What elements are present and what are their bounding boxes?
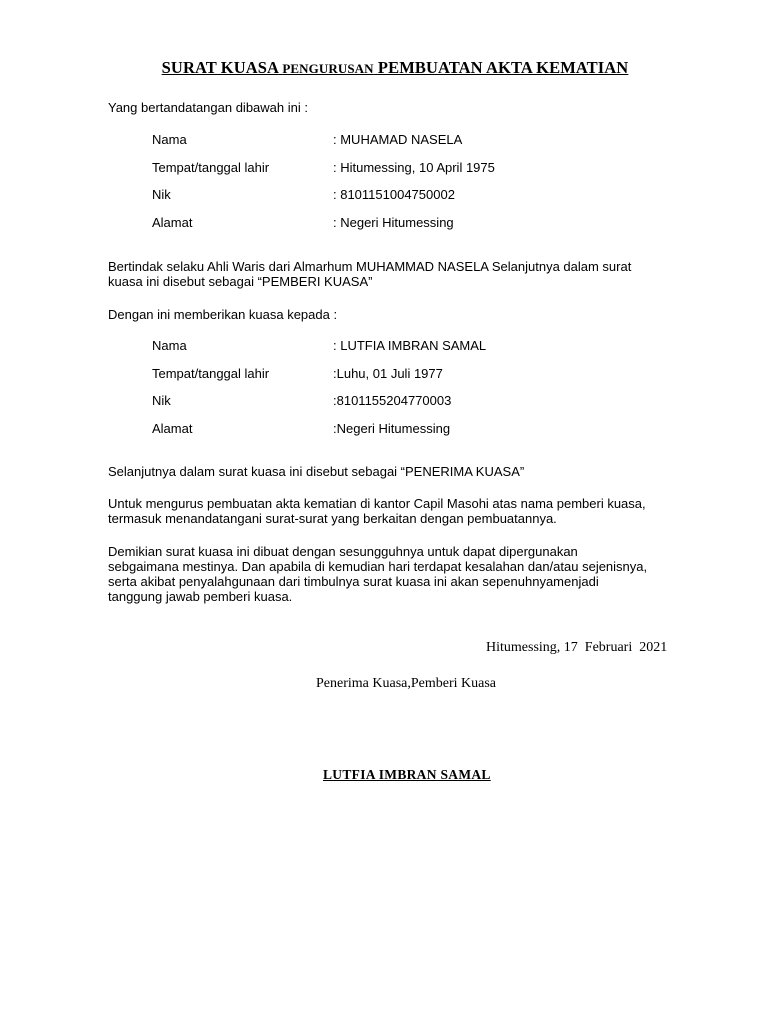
grantee-nik-label: Nik	[152, 393, 171, 408]
grantee-birth-label: Tempat/tanggal lahir	[152, 366, 270, 381]
receiver-paragraph: Selanjutnya dalam surat kuasa ini disebut sebagai “PENERIMA KUASA”	[108, 464, 525, 479]
closing-line-3: serta akibat penyalahgunaan dari timbulnya surat kuasa ini akan sepenuhnyamenjadi	[108, 574, 599, 589]
grantor-row-birth	[152, 160, 692, 176]
date-place-line: Hitumessing, 17 Februari 2021	[486, 640, 668, 655]
intro-text: Yang bertandatangan dibawah ini :	[108, 100, 308, 115]
grantor-row-address	[152, 215, 692, 231]
closing-line-1: Demikian surat kuasa ini dibuat dengan sesungguhnya untuk dapat dipergunakan	[108, 544, 578, 559]
grantee-row-name	[152, 338, 692, 354]
grantor-birth-value: : Hitumessing, 10 April 1975	[333, 160, 495, 175]
signer-name: LUTFIA IMBRAN SAMAL	[323, 767, 491, 782]
grantor-address-value: : Negeri Hitumessing	[333, 215, 454, 230]
grantee-row-birth	[152, 366, 692, 382]
title-part-2: PENGURUSAN	[282, 61, 374, 76]
grantee-nik-value: :8101155204770003	[333, 393, 452, 408]
grantor-nik-value: : 8101151004750002	[333, 187, 455, 202]
signatory-roles: Penerima Kuasa,Pemberi Kuasa	[316, 676, 496, 691]
grantee-name-label: Nama	[152, 338, 187, 353]
grantor-name-label: Nama	[152, 132, 187, 147]
grantor-address-label: Alamat	[152, 215, 193, 230]
grantee-address-label: Alamat	[152, 421, 193, 436]
grantee-row-nik	[152, 393, 692, 409]
purpose-paragraph	[108, 496, 684, 526]
grantor-row-name	[152, 132, 692, 148]
title-part-1: SURAT KUASA	[161, 58, 279, 77]
closing-line-2: sebgaimana mestinya. Dan apabila di kemudian hari terdapat kesalahan dan/atau sejenisnya,	[108, 559, 648, 574]
heir-line-2: kuasa ini disebut sebagai “PEMBERI KUASA”	[108, 274, 373, 289]
heir-line-1: Bertindak selaku Ahli Waris dari Almarhum MUHAMMAD NASELA Selanjutnya dalam surat	[108, 259, 632, 274]
grantor-birth-label: Tempat/tanggal lahir	[152, 160, 270, 175]
grantor-row-nik	[152, 187, 692, 203]
purpose-line-1: Untuk mengurus pembuatan akta kematian di kantor Capil Masohi atas nama pemberi kuasa,	[108, 496, 646, 511]
closing-line-4: tanggung jawab pemberi kuasa.	[108, 589, 293, 604]
document-title	[0, 58, 768, 78]
grant-intro-text: Dengan ini memberikan kuasa kepada :	[108, 307, 338, 322]
grantee-address-value: :Negeri Hitumessing	[333, 421, 451, 436]
grantee-name-value: : LUTFIA IMBRAN SAMAL	[333, 338, 487, 353]
closing-paragraph	[108, 544, 684, 604]
grantee-birth-value: :Luhu, 01 Juli 1977	[333, 366, 443, 381]
purpose-line-2: termasuk menandatangani surat-surat yang berkaitan dengan pembuatannya.	[108, 511, 557, 526]
grantor-nik-label: Nik	[152, 187, 171, 202]
grantor-name-value: : MUHAMAD NASELA	[333, 132, 463, 147]
title-part-3: PEMBUATAN AKTA KEMATIAN	[377, 58, 629, 77]
grantee-row-address	[152, 421, 692, 437]
heir-paragraph	[108, 259, 684, 289]
